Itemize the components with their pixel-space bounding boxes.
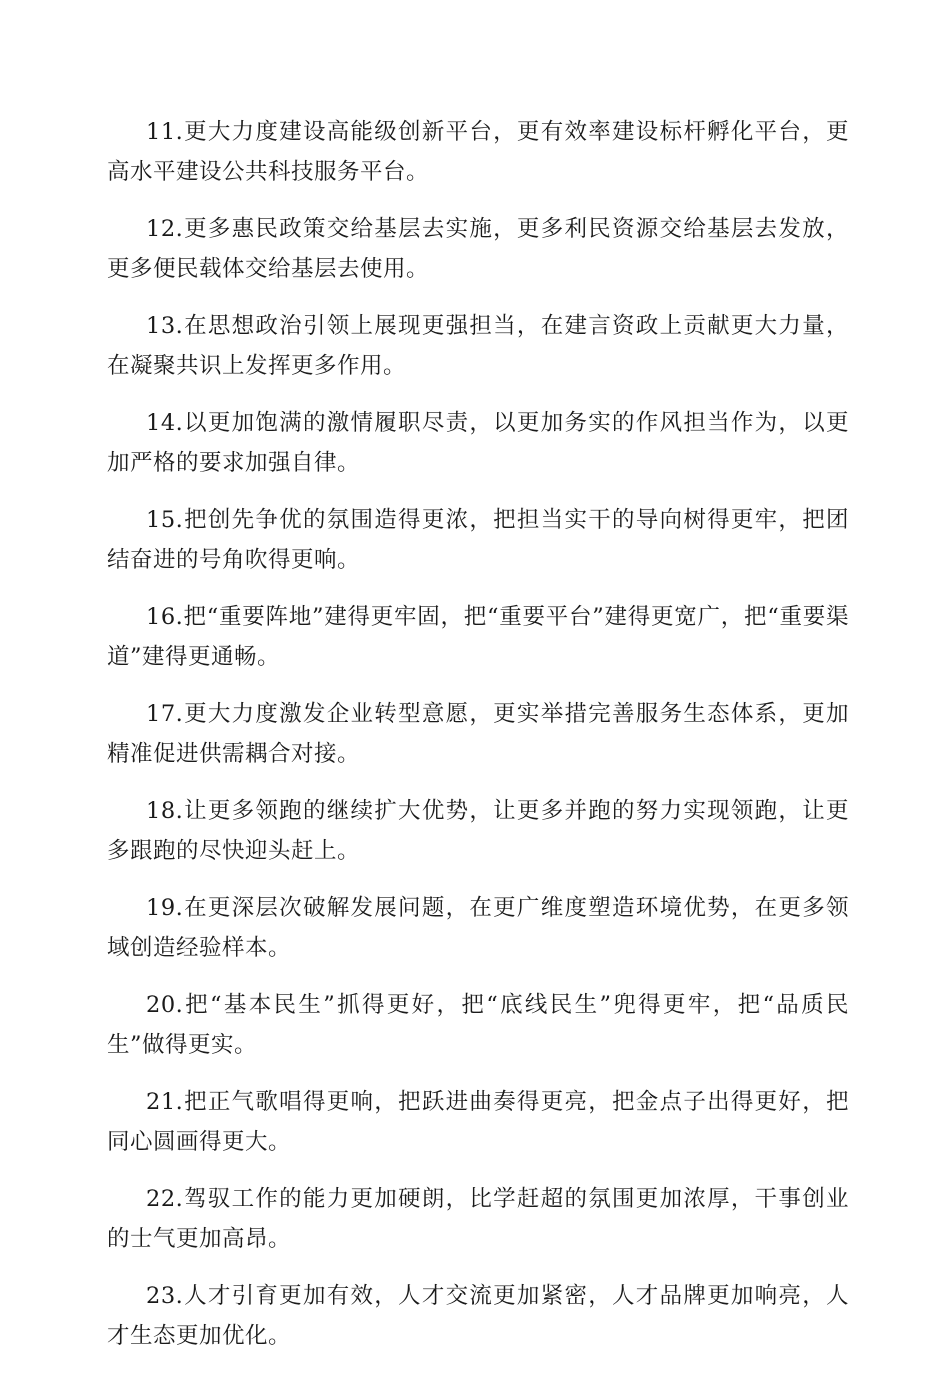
item-number: 19. (146, 895, 184, 921)
item-number: 15. (146, 507, 184, 533)
list-item (107, 1082, 849, 1162)
item-text: 更多惠民政策交给基层去实施，更多利民资源交给基层去发放，更多便民载体交给基层去使用。 (107, 216, 849, 282)
item-number: 23. (146, 1283, 184, 1309)
item-number: 12. (146, 216, 184, 242)
item-text: 人才引育更加有效，人才交流更加紧密，人才品牌更加响亮，人才生态更加优化。 (107, 1283, 849, 1349)
item-number: 20. (146, 992, 184, 1018)
item-number: 14. (146, 410, 184, 436)
item-number: 18. (146, 798, 184, 824)
item-text: 把“基本民生”抓得更好，把“底线民生”兜得更牢，把“品质民生”做得更实。 (107, 992, 849, 1058)
item-text: 更大力度建设高能级创新平台，更有效率建设标杆孵化平台，更高水平建设公共科技服务平台。 (107, 119, 849, 185)
item-text: 以更加饱满的激情履职尽责，以更加务实的作风担当作为，以更加严格的要求加强自律。 (107, 410, 849, 476)
item-number: 11. (146, 119, 184, 145)
list-item (107, 694, 849, 774)
item-text: 更大力度激发企业转型意愿，更实举措完善服务生态体系，更加精准促进供需耦合对接。 (107, 701, 849, 767)
list-item (107, 1276, 849, 1356)
list-item (107, 791, 849, 871)
item-text: 把“重要阵地”建得更牢固，把“重要平台”建得更宽广，把“重要渠道”建得更通畅。 (107, 604, 849, 670)
item-text: 让更多领跑的继续扩大优势，让更多并跑的努力实现领跑，让更多跟跑的尽快迎头赶上。 (107, 798, 849, 864)
item-number: 21. (146, 1089, 184, 1115)
list-item (107, 500, 849, 580)
list-item (107, 306, 849, 386)
list-item (107, 985, 849, 1065)
list-item (107, 597, 849, 677)
item-text: 驾驭工作的能力更加硬朗，比学赶超的氛围更加浓厚，干事创业的士气更加高昂。 (107, 1186, 849, 1252)
item-number: 22. (146, 1186, 184, 1212)
item-text: 把正气歌唱得更响，把跃进曲奏得更亮，把金点子出得更好，把同心圆画得更大。 (107, 1089, 849, 1155)
item-text: 在更深层次破解发展问题，在更广维度塑造环境优势，在更多领域创造经验样本。 (107, 895, 849, 961)
list-item (107, 888, 849, 968)
item-number: 16. (146, 604, 184, 630)
list-item (107, 1179, 849, 1259)
document-body (107, 112, 849, 1373)
item-text: 在思想政治引领上展现更强担当，在建言资政上贡献更大力量，在凝聚共识上发挥更多作用。 (107, 313, 849, 379)
list-item (107, 209, 849, 289)
item-number: 17. (146, 701, 184, 727)
item-text: 把创先争优的氛围造得更浓，把担当实干的导向树得更牢，把团结奋进的号角吹得更响。 (107, 507, 849, 573)
item-number: 13. (146, 313, 184, 339)
list-item (107, 403, 849, 483)
list-item (107, 112, 849, 192)
